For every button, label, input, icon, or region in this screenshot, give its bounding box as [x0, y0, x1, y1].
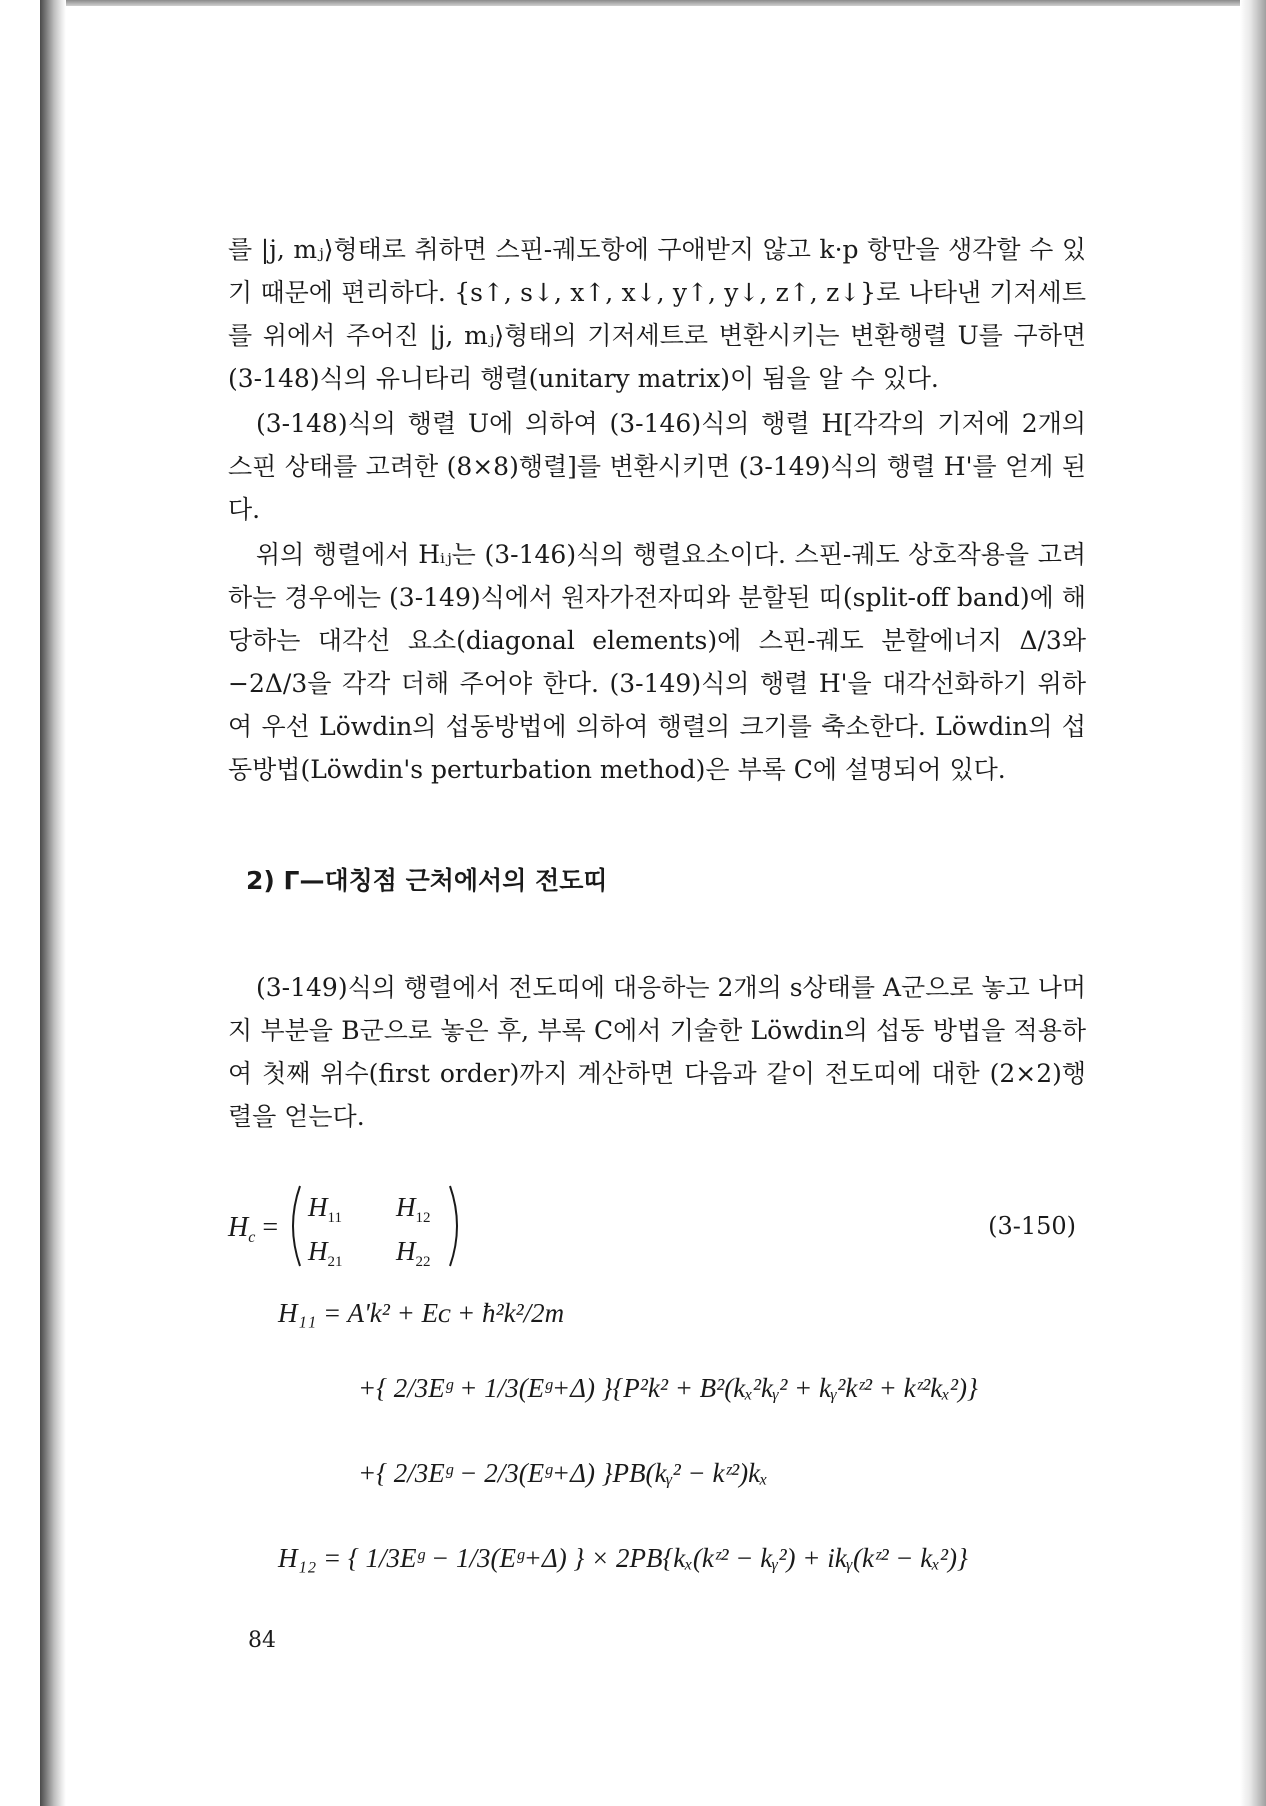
hc-lhs: $H_c$ = — [228, 1212, 279, 1246]
hc-matrix-svg — [228, 1168, 488, 1288]
right-paren — [450, 1186, 457, 1266]
equation-h11-cont-2: +{ 2/3Eᵍ − 2/3(Eᵍ+Δ) }PB(kᵧ² − kᶻ²)kₓ — [358, 1458, 768, 1488]
paragraph-2: (3-148)식의 행렬 U에 의하여 (3-146)식의 행렬 H[각각의 기저에 2개의 스핀 상태를 고려한 (8×8)행렬]를 변환시키면 (3-149)식의 행렬 H'를 얻게 된다. — [228, 409, 1086, 524]
equation-hc — [228, 1168, 1086, 1288]
matrix-h22: $H_{22}$ — [396, 1236, 431, 1270]
paragraph-3: 위의 행렬에서 Hᵢⱼ는 (3-146)식의 행렬요소이다. 스핀-궤도 상호작용을 고려하는 경우에는 (3-149)식에서 원자가전자띠와 분할된 띠(split-off band)에 해당하는 대각선 요소(diagonal elements)에 스핀-궤도 분할에너지 Δ/3와 −2Δ/3을 각각 더해 주어야 한다. (3-149)식의 행렬 H'을 대각선화하기 위하여 우선 Löwdin의 섭동방법에 의하여 행렬의 크기를 축소한다. Löwdin의 섭동방법(Löwdin's perturbation method)은 부록 C에 설명되어 있다. — [228, 540, 1086, 784]
page-number: 84 — [248, 1628, 276, 1653]
page-body — [228, 228, 1086, 1618]
equation-h12: H₁₂ = { 1/3Eᵍ − 1/3(Eᵍ+Δ) } × 2PB{kₓ(kᶻ² − kᵧ²) + ikᵧ(kᶻ² − kₓ²)} — [278, 1543, 968, 1573]
equation-number: (3-150) — [988, 1212, 1076, 1240]
paragraph-4: (3-149)식의 행렬에서 전도띠에 대응하는 2개의 s상태를 A군으로 놓고 나머지 부분을 B군으로 놓은 후, 부록 C에서 기술한 Löwdin의 섭동 방법을 적용하여 첫째 위수(first order)까지 계산하면 다음과 같이 전도띠에 대한 (2×2)행렬을 얻는다. — [228, 973, 1086, 1131]
matrix-h12: $H_{12}$ — [396, 1192, 431, 1226]
book-spine-edge — [40, 0, 66, 1806]
matrix-h21: $H_{21}$ — [308, 1236, 343, 1270]
page-edge-top — [40, 0, 1266, 6]
equation-h11: H₁₁ = A'k² + Eᴄ + ħ²k²/2m — [278, 1298, 565, 1328]
left-paren — [293, 1186, 300, 1266]
equation-block — [228, 1168, 1086, 1618]
matrix-h11: $H_{11}$ — [308, 1192, 342, 1226]
section-heading: 2) Γ—대칭점 근처에서의 전도띠 — [246, 866, 608, 895]
equation-h11-cont-1: +{ 2/3Eᵍ + 1/3(Eᵍ+Δ) }{P²k² + B²(kₓ²kᵧ² + kᵧ²kᶻ² + kᶻ²kₓ²)} — [358, 1373, 978, 1403]
page-edge-right — [1240, 0, 1266, 1806]
paragraph-1: 를 |j, mⱼ⟩형태로 취하면 스핀-궤도항에 구애받지 않고 k·p 항만을 생각할 수 있기 때문에 편리하다. {s↑, s↓, x↑, x↓, y↑, y↓, z↑, z↓}로 나타낸 기저세트를 위에서 주어진 |j, mⱼ⟩형태의 기저세트로 변환시키는 변환행렬 U를 구하면 (3-148)식의 유니타리 행렬(unitary matrix)이 됨을 알 수 있다. — [228, 235, 1086, 393]
